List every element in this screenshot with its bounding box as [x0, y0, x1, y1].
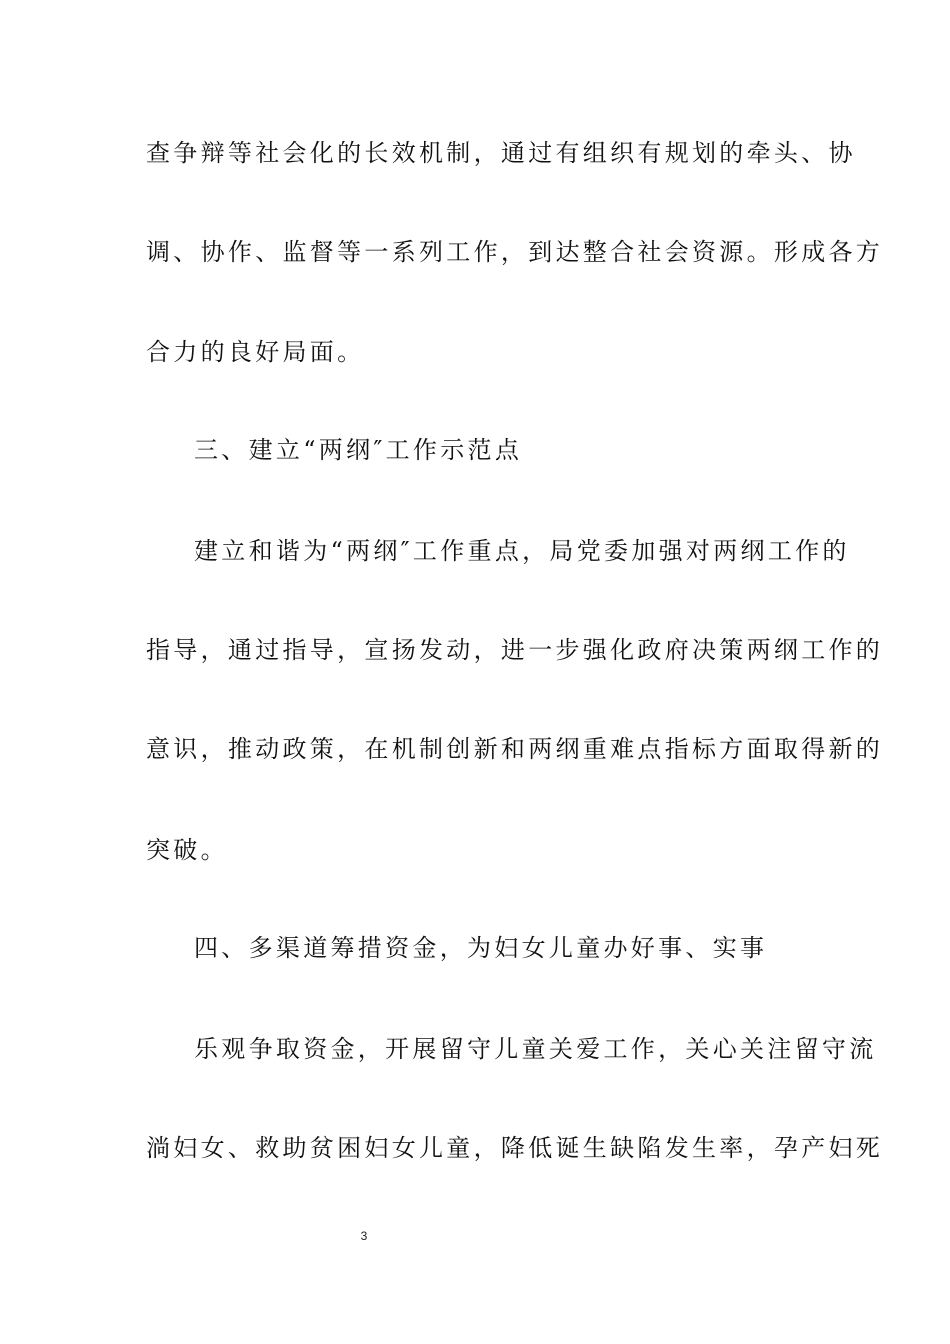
- paragraph-line: 建立和谐为“两纲″工作重点，局党委加强对两纲工作的: [194, 537, 850, 565]
- paragraph-line: 意识，推动政策，在机制创新和两纲重难点指标方面取得新的: [146, 735, 884, 763]
- section-heading: 三、建立“两纲″工作示范点: [194, 436, 523, 464]
- paragraph-line: 乐观争取资金，开展留守儿童关爱工作，关心关注留守流: [194, 1035, 877, 1063]
- paragraph-line: 查争辩等社会化的长效机制，通过有组织有规划的牵头、协: [146, 139, 856, 167]
- paragraph-line: 突破。: [146, 836, 228, 864]
- paragraph-line: 调、协作、监督等一系列工作，到达整合社会资源。形成各方: [146, 238, 884, 266]
- page-number: 3: [360, 1229, 368, 1243]
- paragraph-line: 淌妇女、救助贫困妇女儿童，降低诞生缺陷发生率，孕产妇死: [146, 1134, 884, 1162]
- paragraph-line: 合力的良好局面。: [146, 338, 365, 366]
- paragraph-line: 指导，通过指导，宣扬发动，进一步强化政府决策两纲工作的: [146, 636, 884, 664]
- section-heading: 四、多渠道筹措资金，为妇女儿童办好事、实事: [194, 934, 768, 962]
